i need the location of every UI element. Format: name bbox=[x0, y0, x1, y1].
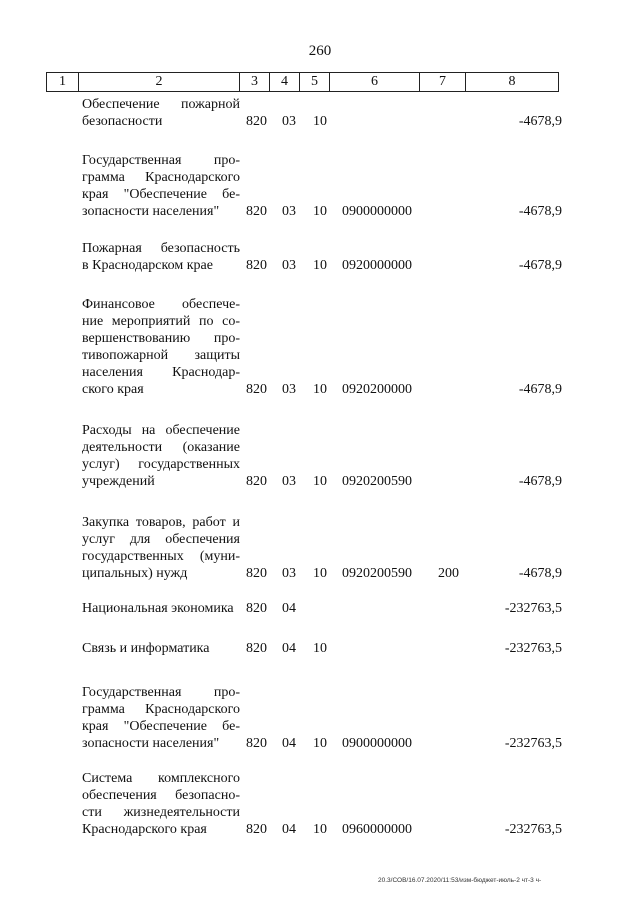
row-description bbox=[82, 640, 240, 657]
row-description-line: обеспечения безопасно- bbox=[82, 788, 240, 803]
row-description-line: услуг для обеспечения bbox=[82, 532, 240, 547]
column-header-table bbox=[46, 72, 559, 92]
row-cell-c8: -4678,9 bbox=[518, 474, 562, 489]
row-description bbox=[82, 770, 240, 838]
row-description-line: Пожарная безопасность bbox=[82, 241, 240, 256]
row-cell-c4: 04 bbox=[282, 641, 296, 656]
row-description-line: ского края bbox=[82, 382, 144, 397]
row-cell-c6: 0960000000 bbox=[342, 822, 412, 837]
row-cell-c3: 820 bbox=[246, 736, 267, 751]
row-cell-c3: 820 bbox=[246, 382, 267, 397]
row-description-line: Обеспечение пожарной bbox=[82, 97, 240, 112]
row-description-line: Связь и информатика bbox=[82, 641, 210, 656]
row-cell-c6: 0920200000 bbox=[342, 382, 412, 397]
row-description-line: ципальных) нужд bbox=[82, 566, 188, 581]
row-cell-c3: 820 bbox=[246, 204, 267, 219]
column-header-1: 1 bbox=[47, 73, 79, 92]
row-description bbox=[82, 96, 240, 130]
row-description-line: вершенствованию про- bbox=[82, 331, 240, 346]
column-header-row bbox=[47, 73, 559, 92]
row-description-line: края "Обеспечение бе- bbox=[82, 719, 240, 734]
row-cell-c3: 820 bbox=[246, 566, 267, 581]
row-cell-c4: 04 bbox=[282, 736, 296, 751]
row-description-line: Национальная экономика bbox=[82, 601, 234, 616]
row-cell-c3: 820 bbox=[246, 474, 267, 489]
row-description-line: края "Обеспечение бе- bbox=[82, 187, 240, 202]
row-description bbox=[82, 422, 240, 490]
row-cell-c8: -4678,9 bbox=[518, 382, 562, 397]
row-cell-c8: -4678,9 bbox=[518, 258, 562, 273]
row-cell-c4: 03 bbox=[282, 382, 296, 397]
row-cell-c4: 03 bbox=[282, 258, 296, 273]
row-cell-c6: 0920000000 bbox=[342, 258, 412, 273]
page-number: 260 bbox=[308, 43, 332, 59]
row-description bbox=[82, 684, 240, 752]
row-cell-c4: 03 bbox=[282, 114, 296, 129]
row-cell-c6: 0900000000 bbox=[342, 204, 412, 219]
row-description-line: Система комплексного bbox=[82, 771, 240, 786]
row-cell-c3: 820 bbox=[246, 258, 267, 273]
row-cell-c4: 03 bbox=[282, 474, 296, 489]
row-description-line: грамма Краснодарского bbox=[82, 170, 240, 185]
row-cell-c4: 04 bbox=[282, 601, 296, 616]
row-description-line: зопасности населения" bbox=[82, 204, 220, 219]
footer-document-stamp: 20.3/СОВ/16.07.2020/11:53/изм-бюджет-июль-2 чт-3 ч- bbox=[378, 877, 542, 884]
row-description-line: учреждений bbox=[82, 474, 155, 489]
row-description-line: Закупка товаров, работ и bbox=[82, 515, 240, 530]
row-cell-c3: 820 bbox=[246, 114, 267, 129]
row-cell-c3: 820 bbox=[246, 822, 267, 837]
row-description-line: безопасности bbox=[82, 114, 163, 129]
row-cell-c8: -232763,5 bbox=[504, 641, 562, 656]
row-description-line: Расходы на обеспечение bbox=[82, 423, 240, 438]
row-cell-c5: 10 bbox=[313, 382, 327, 397]
row-cell-c8: -232763,5 bbox=[504, 822, 562, 837]
row-description-line: населения Краснодар- bbox=[82, 365, 240, 380]
row-description-line: сти жизнедеятельности bbox=[82, 805, 240, 820]
row-description-line: услуг) государственных bbox=[82, 457, 240, 472]
column-header-2: 2 bbox=[79, 73, 240, 92]
row-cell-c8: -232763,5 bbox=[504, 601, 562, 616]
row-description bbox=[82, 240, 240, 274]
row-description-line: тивопожарной защиты bbox=[82, 348, 240, 363]
column-header-5: 5 bbox=[300, 73, 330, 92]
column-header-6: 6 bbox=[330, 73, 420, 92]
column-header-8: 8 bbox=[466, 73, 559, 92]
column-header-7: 7 bbox=[420, 73, 466, 92]
row-cell-c4: 04 bbox=[282, 822, 296, 837]
row-cell-c8: -232763,5 bbox=[504, 736, 562, 751]
row-cell-c6: 0920200590 bbox=[342, 474, 412, 489]
row-description-line: грамма Краснодарского bbox=[82, 702, 240, 717]
row-cell-c8: -4678,9 bbox=[518, 566, 562, 581]
row-cell-c5: 10 bbox=[313, 566, 327, 581]
row-description bbox=[82, 600, 240, 617]
row-description-line: ние мероприятий по со- bbox=[82, 314, 240, 329]
row-cell-c4: 03 bbox=[282, 204, 296, 219]
row-description-line: Государственная про- bbox=[82, 685, 240, 700]
row-description-line: в Краснодарском крае bbox=[82, 258, 213, 273]
row-cell-c5: 10 bbox=[313, 474, 327, 489]
row-description-line: зопасности населения" bbox=[82, 736, 220, 751]
row-description-line: деятельности (оказание bbox=[82, 440, 240, 455]
column-header-4: 4 bbox=[270, 73, 300, 92]
row-description bbox=[82, 296, 240, 398]
row-cell-c6: 0920200590 bbox=[342, 566, 412, 581]
row-description bbox=[82, 152, 240, 220]
row-cell-c8: -4678,9 bbox=[518, 114, 562, 129]
row-description-line: Государственная про- bbox=[82, 153, 240, 168]
row-cell-c3: 820 bbox=[246, 641, 267, 656]
row-cell-c5: 10 bbox=[313, 641, 327, 656]
row-cell-c5: 10 bbox=[313, 736, 327, 751]
row-cell-c5: 10 bbox=[313, 114, 327, 129]
row-cell-c8: -4678,9 bbox=[518, 204, 562, 219]
row-cell-c5: 10 bbox=[313, 822, 327, 837]
row-cell-c5: 10 bbox=[313, 258, 327, 273]
row-cell-c7: 200 bbox=[438, 566, 459, 581]
column-header-3: 3 bbox=[240, 73, 270, 92]
row-cell-c5: 10 bbox=[313, 204, 327, 219]
row-cell-c3: 820 bbox=[246, 601, 267, 616]
row-description-line: Финансовое обеспече- bbox=[82, 297, 240, 312]
row-cell-c4: 03 bbox=[282, 566, 296, 581]
row-description bbox=[82, 514, 240, 582]
row-description-line: государственных (муни- bbox=[82, 549, 240, 564]
row-cell-c6: 0900000000 bbox=[342, 736, 412, 751]
row-description-line: Краснодарского края bbox=[82, 822, 207, 837]
